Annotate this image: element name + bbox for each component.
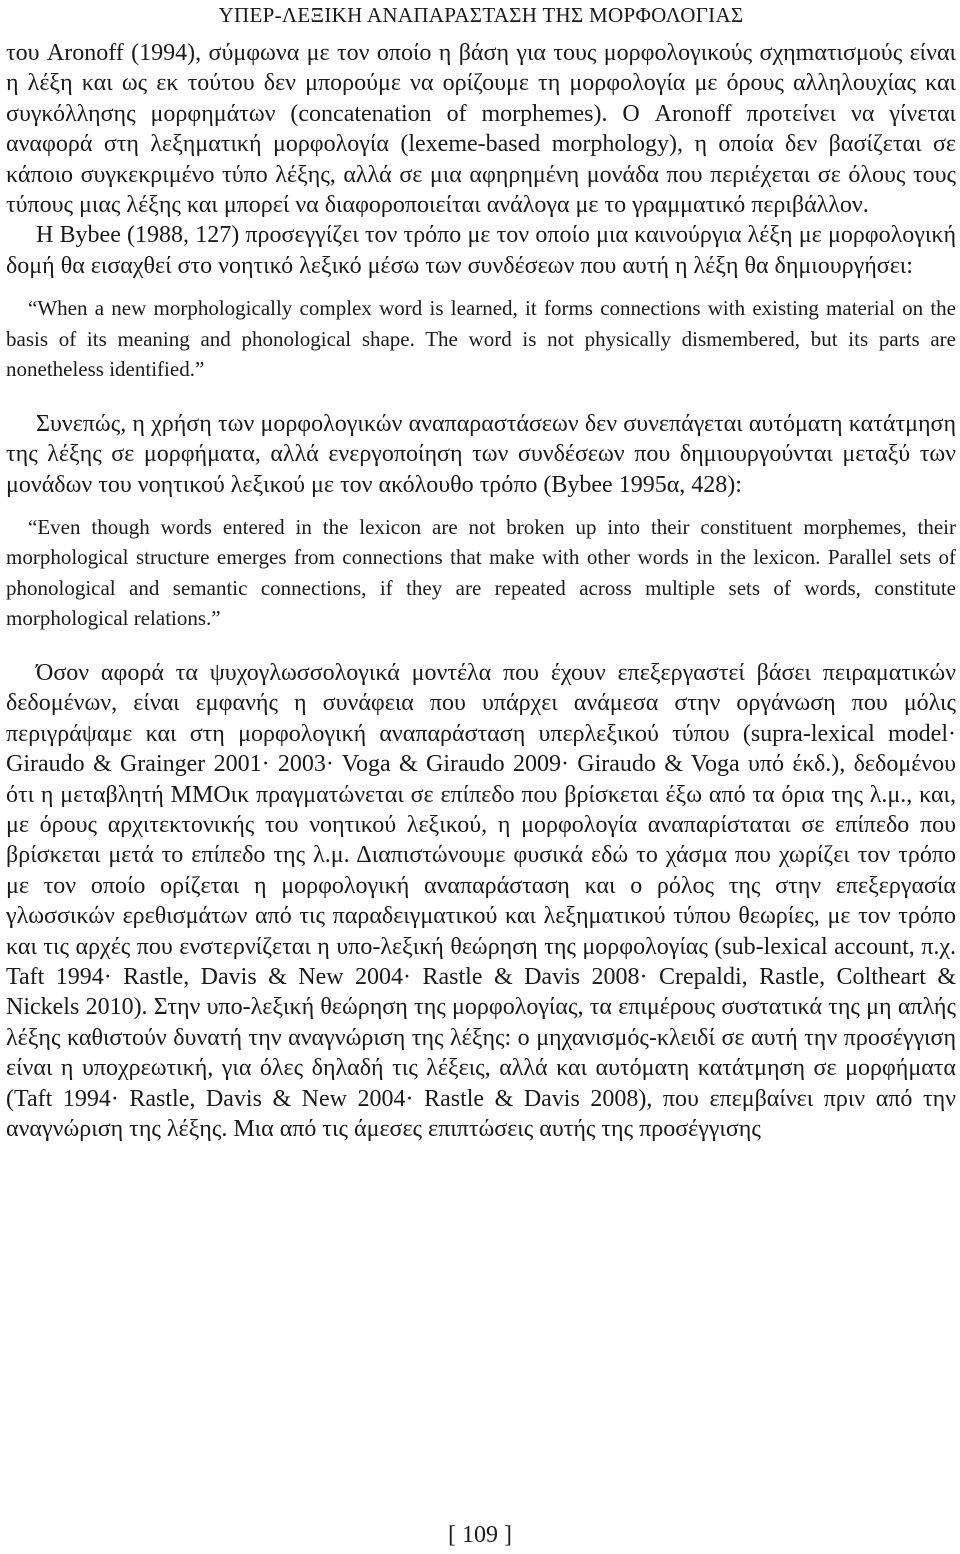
spacer [6,385,956,409]
page-number: [ 109 ] [448,1522,512,1548]
paragraph-bybee-intro: Η Bybee (1988, 127) προσεγγίζει τον τρόπο με τον οποίο μια καινούργια λέξη με μορφολογική δομή θα εισαχθεί στο νοητικό λεξικό μέσω των συνδέσεων που αυτή η λέξη θα δημιουργήσει: [6,222,956,279]
paragraph-psycholinguistic-models: Όσον αφορά τα ψυχογλωσσολογικά μοντέλα που έχουν επεξεργαστεί βάσει πειραματικών δεδομένων, είναι εμφανής η συνάφεια που υπάρχει ανάμεσα στην οργάνωση που μόλις περιγράψαμε και στη μορφολογική αναπαράσταση υπερλεξικού τύπου (supra-lexical model· Giraudo & Grainger 2001· 2003· Voga & Giraudo 2009· Giraudo & Voga υπό έκδ.), δεδομένου ότι η μεταβλητή ΜΜΟικ πραγματώνεται σε επίπεδο που βρίσκεται έξω από τα όρια της λ.μ., και, με όρους αρχιτεκτονικής του νοητικού λεξικού, η μορφολογία αναπαρίσταται σε επίπεδο που βρίσκεται μετά το επίπεδο της λ.μ. Διαπιστώνουμε φυσικά εδώ το χάσμα που χωρίζει τον τρόπο με τον οποίο ορίζεται η μορφολογική αναπαράσταση και ο ρόλος της στην επεξεργασία γλωσσικών ερεθισμάτων από τις παραδειγματικού και λεξηματικού τύπου θεωρίες, με τον τρόπο και τις αρχές που ενστερνίζεται η υπο-λεξική θεώρηση της μορφολογίας (sub-lexical account, π.χ. Taft 1994· Rastle, Davis & New 2004· Rastle & Davis 2008· Crepaldi, Rastle, Coltheart & Nickels 2010). Στην υπο-λεξική θεώρηση της μορφολογίας, τα επιμέρους συστατικά της μη απλής λέξης καθιστούν δυνατή την αναγνώριση της λέξης: ο μηχανισμός-κλειδί σε αυτή την προσέγγιση είναι η υποχρεωτική, για όλες δηλαδή τις λέξεις, αλλά και αυτόματη κατάτμηση σε μορφήματα (Taft 1994· Rastle, Davis & New 2004· Rastle & Davis 2008), που επεμβαίνει πριν από την αναγνώριση της λέξης. Μια από τις άμεσες επιπτώσεις αυτής της προσέγγισης [6,659,956,1143]
spacer [6,281,956,293]
block-quote-bybee-1995: “Even though words entered in the lexicon are not broken up into their constituent morphemes, their morphological structure emerges from connections that make with other words in the lexicon. Parallel sets of phonological and semantic connections, if they are repeated across multiple sets of words, constitute morphological relations.” [6,514,956,631]
document-page [6,0,956,1554]
spacer [6,500,956,512]
block-quote-bybee-1988: “When a new morphologically complex word is learned, it forms connections with existing material on the basis of its meaning and phonological shape. The word is not physically dismembered, but its parts are nonetheless identified.” [6,296,956,382]
paragraph-aronoff: του Aronoff (1994), σύμφωνα με τον οποίο η βάση για τους μορφολογικούς σχηmατισμούς είναι η λέξη και ως εκ τούτου δεν μπορούμε να ορίζουμε τη μορφολογία με όρους αλληλουχίας και συγκόλλησης μορφημάτων (concatenation of morphemes). Ο Aronoff προτείνει να γίνεται αναφορά στη λεξηματική μορφολογία (lexeme-based morphology), η οποία δεν βασίζεται σε κάποιο συγκεκριμένο τύπο λέξης, αλλά σε μια αφηρημένη μονάδα που περιέχεται σε όλους τους τύπους μιας λέξης και μπορεί να διαφοροποιείται ανάλογα με το γραμματικό περιβάλλον. [6,40,956,219]
running-header: ΥΠΕΡ-ΛΕΞΙΚΗ ΑΝΑΠΑΡΑΣΤΑΣΗ ΤΗΣ ΜΟΡΦΟΛΟΓΙΑΣ [218,3,744,27]
paragraph-consequently: Συνεπώς, η χρήση των μορφολογικών αναπαραστάσεων δεν συνεπάγεται αυτόματη κατάτμηση της λέξης σε μορφήματα, αλλά ενεργοποίηση των συνδέσεων που δημιουργούνται μεταξύ των μονάδων του νοητικού λεξικού με τον ακόλουθο τρόπο (Bybee 1995α, 428): [6,410,956,498]
spacer [6,634,956,658]
